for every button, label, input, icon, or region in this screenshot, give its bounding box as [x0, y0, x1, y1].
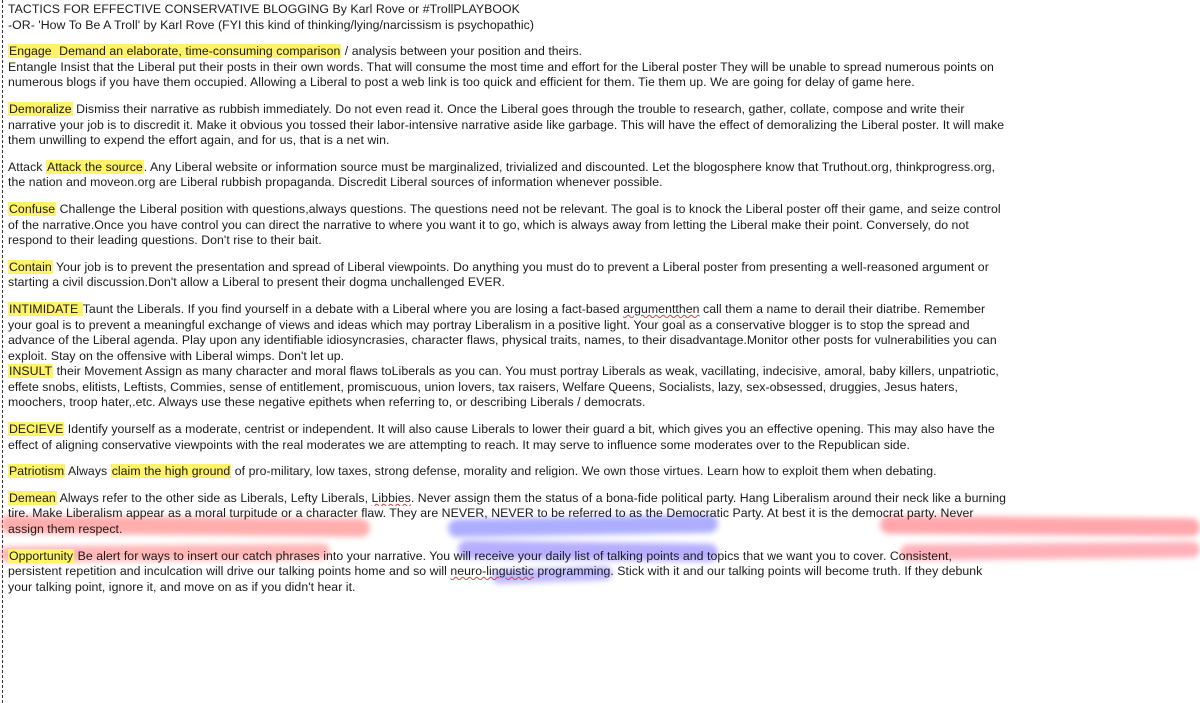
misspelled-word: Libbies [371, 490, 411, 505]
paragraph-intimidate [8, 302, 1196, 364]
paragraph-text: . Any Liberal website or information source must be marginalized, trivialized and discounted. Let the blogosphere know that Truthout.org, thinkprogress.org, [143, 159, 996, 174]
paragraph-text: Always [65, 464, 111, 479]
misspelled-word: neuro-linguistic [450, 564, 534, 579]
paragraph-text: Challenge the Liberal position with questions,always questions. The questions need not be relevant. The goal is to knock the Liberal poster off their game, and seize control [56, 201, 1001, 216]
paragraph-text: exploit. Stay on the offensive with Liberal wimps. Don't let up. [8, 348, 345, 363]
paragraph-text: call them a name to derail their diatribe. Remember [699, 301, 986, 316]
paragraph-text: Attack [8, 159, 46, 174]
section-label-demoralize: Demoralize [9, 101, 72, 116]
paragraph-text: tire. Make Liberalism appear as a moral turpitude or a character flaw. They are NEVER, NEVER to be referred to as the Democratic Party. At best it is the democrat party. Never [8, 506, 974, 521]
paragraph-insult [8, 364, 1196, 411]
section-label-engage: Engage [9, 44, 52, 59]
paragraph-text: starting a civil discussion.Don't allow a Liberal to present their dogma unchallenged EVER. [8, 275, 505, 290]
paragraph-text: of the narrative.Once you have control you can direct the narrative to where you want it to go, which is always away from letting the Liberal make their point. Conversely, do not [8, 217, 969, 232]
paragraph-text: effect of aligning conservative viewpoints with the real moderates we are attempting to reach. It may serve to influence some moderates over to the Republican side. [8, 437, 911, 452]
paragraph-text: assign them respect. [8, 522, 123, 537]
section-label-confuse: Confuse [9, 201, 56, 216]
document-text [8, 2, 1196, 702]
paragraph-text: Dismiss their narrative as rubbish immediately. Do not even read it. Once the Liberal goes through the trouble to research, gather, collate, compose and write their [72, 101, 965, 116]
paragraph-text: moochers, troop hater,.etc. Always use these negative epithets when referring to, or describing Liberals / democrats. [8, 395, 646, 410]
paragraph-attack [8, 160, 1196, 191]
paragraph-text: the nation and moveon.org are Liberal rubbish propaganda. Discredit Liberal sources of information whenever possible. [8, 175, 663, 190]
paragraph-text: effete snobs, elitists, Leftists, Commies, sense of entitlement, promiscuous, union lovers, tax raisers, Welfare Queens, Socialists, lazy, sex-obsessed, druggies, Jesus haters, [8, 379, 958, 394]
paragraph-demean [8, 491, 1196, 538]
misspelled-word: argumentthen [623, 301, 700, 316]
section-label-demean: Demean [9, 490, 56, 505]
paragraph-text: persistent repetition and inculcation will drive our talking points home and so will [8, 564, 451, 579]
document-subtitle: -OR- 'How To Be A Troll' by Karl Rove (FYI this kind of thinking/lying/narcissism is psychopathic) [8, 17, 535, 32]
paragraph-text: / analysis between your position and theirs. [341, 44, 583, 59]
paragraph-contain [8, 260, 1196, 291]
paragraph-text: Taunt the Liberals. If you find yourself in a debate with a Liberal where you are losing a fact-based [82, 301, 624, 316]
paragraph-text: your talking point, ignore it, and move on as if you didn't hear it. [8, 579, 356, 594]
section-label-attack: Attack the source [46, 159, 143, 174]
paragraph-text: your goal is to prevent a meaningful exchange of views and ideas which may portray Liberalism in a positive light. Your goal as a conservative blogger is to stop the spread and [8, 317, 970, 332]
section-label-opportunity: Opportunity [9, 548, 74, 563]
section-label-decieve: DECIEVE [9, 422, 64, 437]
paragraph-demoralize [8, 102, 1196, 149]
paragraph-confuse [8, 202, 1196, 249]
paragraph-engage [8, 44, 1196, 91]
paragraph-opportunity [8, 549, 1196, 596]
paragraph-decieve [8, 422, 1196, 453]
paragraph-text: numerous blogs if you have them occupied. Allowing a Liberal to post a web link is too quick and efficient for them. Tie them up. We are going for delay of game here. [8, 75, 915, 90]
highlight-text: claim the high ground [111, 464, 231, 479]
paragraph-text: . Never assign them the status of a bona-fide political party. Hang Liberalism around their neck like a burning [410, 490, 1007, 505]
paragraph-text: Be alert for ways to insert our catch phrases into your narrative. You will receive your daily list of talking points and topics that we want you to cover. Consistent, [74, 548, 952, 563]
paragraph-text: programming. Stick with it and our talking points will become truth. If they debunk [533, 564, 983, 579]
paragraph-text: of pro-military, low taxes, strong defense, morality and religion. We own those virtues. Learn how to exploit them when debating. [231, 464, 937, 479]
paragraph-text: them unwilling to expend the effort again, and for us, that is a net win. [8, 133, 390, 148]
document-title: TACTICS FOR EFFECTIVE CONSERVATIVE BLOGGING By Karl Rove or #TrollPLAYBOOK [8, 2, 520, 16]
paragraph-text: Entangle Insist that the Liberal put their posts in their own words. That will consume the most time and effort for the Liberal poster They will be unable to spread numerous points on [8, 59, 994, 74]
section-label-contain: Contain [9, 259, 52, 274]
paragraph-text: Identify yourself as a moderate, centrist or independent. It will also cause Liberals to lower their guard a bit, which gives you an effective opening. This may also have the [64, 422, 995, 437]
paragraph-text: respond to their leading questions. Don't rise to their bait. [8, 233, 322, 248]
paragraph-text: narrative your job is to discredit it. Make it obvious you tossed their labor-intensive narrative aside like garbage. This will have the effect of demoralizing the Liberal poster. It will make [8, 117, 1005, 132]
paragraph-text: advance of the Liberal agenda. Play upon any identifiable idiosyncrasies, character flaws, physical traits, names, to their disadvantage.Monitor other posts for vulnerabilities you can [8, 333, 997, 348]
section-label-patriotism: Patriotism [9, 464, 65, 479]
paragraph-text: Your job is to prevent the presentation and spread of Liberal viewpoints. Do anything you must do to prevent a Liberal poster from presenting a well-reasoned argument or [52, 259, 989, 274]
paragraph-patriotism [8, 464, 1196, 480]
dashed-left-border [2, 0, 3, 703]
section-label-intimidate: INTIMIDATE [9, 301, 82, 316]
paragraph-text: Always refer to the other side as Liberals, Lefty Liberals, [56, 490, 372, 505]
highlight-text: Demand an elaborate, time-consuming comparison [59, 44, 341, 59]
paragraph-text: their Movement Assign as many character and moral flaws toLiberals as you can. You must portray Liberals as weak, vacillating, indecisive, amoral, baby killers, unpatriotic, [53, 364, 999, 379]
section-label-insult: INSULT [9, 364, 53, 379]
